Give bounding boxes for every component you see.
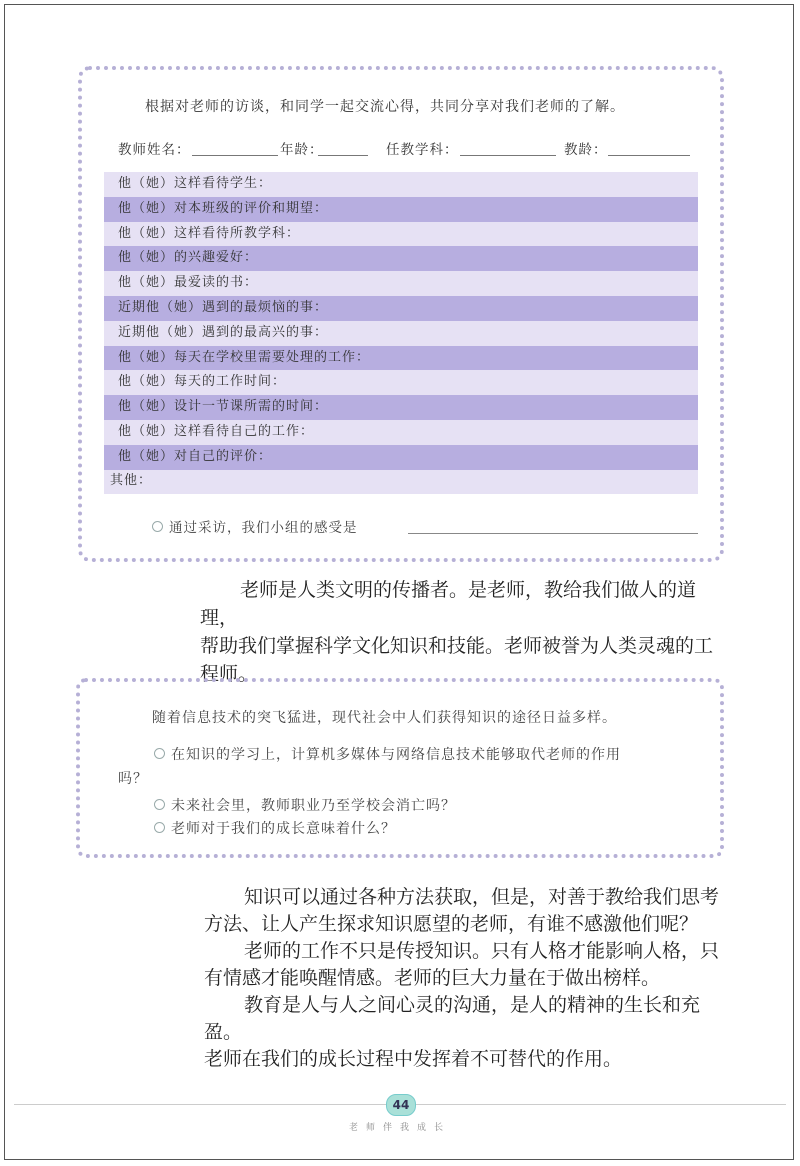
para2-p2-line2: 有情感才能唤醒情感。老师的巨大力量在于做出榜样。 bbox=[204, 967, 661, 989]
bullet-circle-icon bbox=[154, 748, 165, 759]
table-row: 近期他（她）遇到的最烦恼的事： bbox=[104, 296, 698, 321]
table-row: 他（她）每天在学校里需要处理的工作： bbox=[104, 346, 698, 371]
teacher-name-blank[interactable] bbox=[192, 155, 278, 156]
table-row: 他（她）这样看待所教学科： bbox=[118, 225, 301, 241]
table-row: 他（她）对自己的评价： bbox=[104, 445, 698, 470]
discussion-intro: 随着信息技术的突飞猛进，现代社会中人们获得知识的途径日益多样。 bbox=[152, 710, 617, 726]
table-row: 近期他（她）遇到的最高兴的事： bbox=[118, 324, 329, 340]
page-number-badge: 44 bbox=[386, 1094, 416, 1116]
para1-line3: 程师。 bbox=[200, 663, 258, 685]
table-row: 他（她）这样看待学生： bbox=[118, 176, 273, 191]
feeling-text: 通过采访，我们小组的感受是 bbox=[169, 520, 358, 536]
bullet-circle-icon bbox=[152, 521, 163, 532]
question-1-text: 在知识的学习上，计算机多媒体与网络信息技术能够取代老师的作用 bbox=[171, 747, 621, 763]
paragraph-teachers-role bbox=[200, 576, 730, 688]
table-row: 其他： bbox=[110, 473, 153, 489]
para1-line1: 老师是人类文明的传播者。是老师，教给我们做人的道理， bbox=[200, 579, 697, 629]
table-row: 他（她）对本班级的评价和期望： bbox=[104, 197, 698, 222]
years-blank[interactable] bbox=[608, 155, 690, 156]
survey-intro: 根据对老师的访谈，和同学一起交流心得，共同分享对我们老师的了解。 bbox=[145, 99, 625, 115]
survey-table bbox=[104, 172, 698, 494]
para1-line2: 帮助我们掌握科学文化知识和技能。老师被誉为人类灵魂的工 bbox=[200, 635, 714, 657]
table-row: 他（她）最爱读的书： bbox=[118, 275, 259, 291]
question-3 bbox=[154, 818, 396, 838]
table-row: 他（她）这样看待自己的工作： bbox=[118, 424, 315, 439]
running-title: 老师伴我成长 bbox=[348, 1123, 451, 1133]
teacher-name-label: 教师姓名： bbox=[118, 142, 191, 158]
question-2 bbox=[154, 795, 456, 815]
table-row: 他（她）每天的工作时间： bbox=[118, 374, 287, 390]
para2-p2-line1: 老师的工作不只是传授知识。只有人格才能影响人格，只 bbox=[244, 940, 720, 962]
age-blank[interactable] bbox=[318, 155, 368, 156]
para2-p3-line1: 教育是人与人之间心灵的沟通，是人的精神的生长和充盈。 bbox=[204, 994, 701, 1043]
table-row: 他（她）设计一节课所需的时间： bbox=[104, 395, 698, 420]
question-1 bbox=[154, 744, 621, 764]
feeling-blank[interactable] bbox=[408, 533, 698, 534]
para2-p1-line2: 方法、让人产生探求知识愿望的老师，有谁不感激他们呢？ bbox=[204, 913, 699, 935]
years-label: 教龄： bbox=[564, 142, 608, 158]
subject-blank[interactable] bbox=[460, 155, 556, 156]
bullet-circle-icon bbox=[154, 799, 165, 810]
para2-p3-line2: 老师在我们的成长过程中发挥着不可替代的作用。 bbox=[204, 1048, 623, 1070]
age-label: 年龄： bbox=[280, 142, 324, 158]
paragraph-conclusion bbox=[204, 884, 734, 1073]
para2-p1-line1: 知识可以通过各种方法获取，但是，对善于教给我们思考 bbox=[244, 886, 720, 908]
subject-label: 任教学科： bbox=[386, 142, 459, 158]
question-2-text: 未来社会里，教师职业乃至学校会消亡吗？ bbox=[171, 798, 456, 814]
question-1-cont: 吗？ bbox=[118, 771, 148, 787]
bullet-circle-icon bbox=[154, 822, 165, 833]
table-row: 他（她）的兴趣爱好： bbox=[104, 246, 698, 271]
feeling-prompt bbox=[152, 516, 358, 536]
teacher-info-row bbox=[118, 138, 698, 160]
question-3-text: 老师对于我们的成长意味着什么？ bbox=[171, 821, 396, 837]
